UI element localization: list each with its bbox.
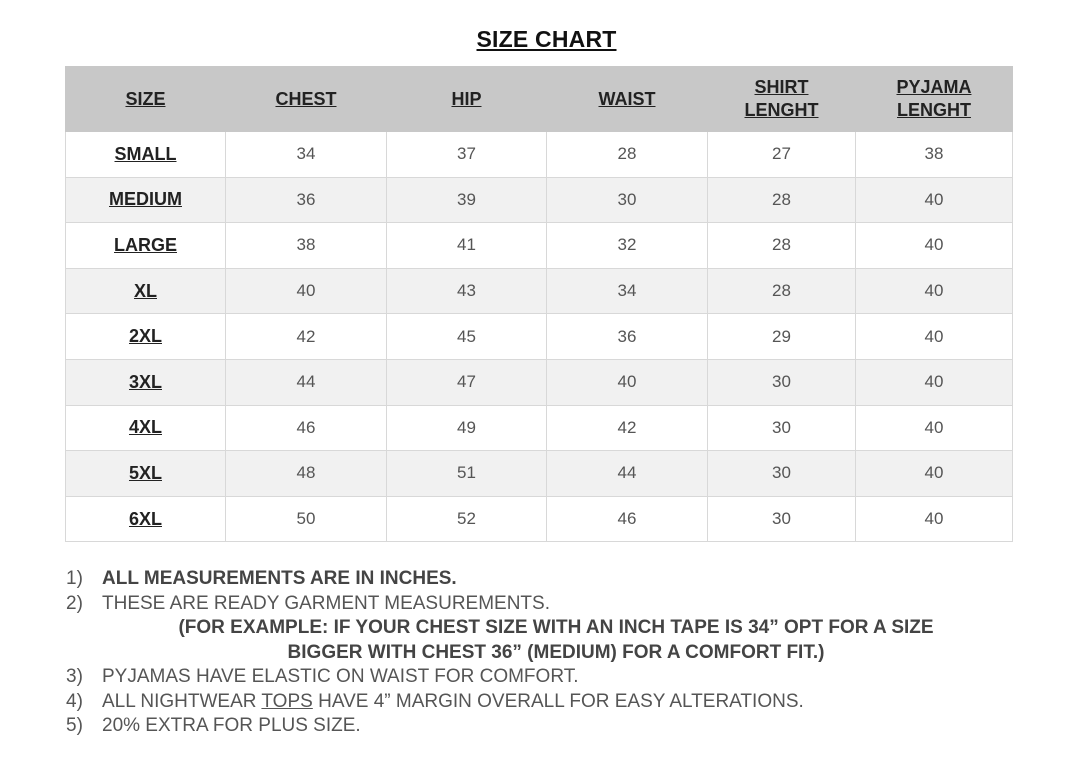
- measurement-cell: 30: [708, 405, 856, 451]
- note-text-part: ALL NIGHTWEAR: [102, 690, 262, 712]
- size-label-cell: 3XL: [66, 359, 226, 405]
- table-body: [66, 132, 1013, 542]
- column-header: SIZE: [66, 67, 226, 132]
- measurement-cell: 37: [387, 132, 547, 178]
- note-text: [102, 690, 804, 715]
- note-text: THESE ARE READY GARMENT MEASUREMENTS.: [102, 592, 550, 614]
- note-number: 5): [66, 715, 83, 736]
- table-row: [66, 451, 1013, 497]
- measurement-cell: 38: [856, 132, 1013, 178]
- table-header-row: [66, 67, 1013, 132]
- column-header: CHEST: [226, 67, 387, 132]
- size-label-cell: 4XL: [66, 405, 226, 451]
- note-number: 1): [66, 568, 83, 589]
- measurement-cell: 40: [856, 359, 1013, 405]
- measurement-cell: 40: [856, 268, 1013, 314]
- measurement-cell: 46: [547, 496, 708, 542]
- measurement-cell: 40: [856, 496, 1013, 542]
- table-row: [66, 223, 1013, 269]
- measurement-cell: 49: [387, 405, 547, 451]
- measurement-cell: 36: [547, 314, 708, 360]
- measurement-cell: 30: [547, 177, 708, 223]
- page-title: SIZE CHART: [476, 26, 617, 52]
- table-row: [66, 496, 1013, 542]
- table-row: [66, 177, 1013, 223]
- note-number: 2): [66, 592, 83, 614]
- note-text: 20% EXTRA FOR PLUS SIZE.: [102, 715, 361, 736]
- size-chart-table: [65, 66, 1013, 542]
- note-1: [66, 567, 1066, 592]
- table-row: [66, 314, 1013, 360]
- note-example-line-2: BIGGER WITH CHEST 36” (MEDIUM) FOR A COMFORT FIT.): [287, 641, 825, 663]
- measurement-cell: 40: [856, 451, 1013, 497]
- size-label-cell: SMALL: [66, 132, 226, 178]
- note-3: [66, 665, 1066, 690]
- note-number: 4): [66, 690, 83, 712]
- measurement-cell: 42: [226, 314, 387, 360]
- measurement-cell: 40: [856, 223, 1013, 269]
- measurement-cell: 40: [226, 268, 387, 314]
- column-header: HIP: [387, 67, 547, 132]
- note-number: 3): [66, 666, 83, 687]
- measurement-cell: 34: [226, 132, 387, 178]
- measurement-cell: 38: [226, 223, 387, 269]
- measurement-cell: 39: [387, 177, 547, 223]
- measurement-cell: 32: [547, 223, 708, 269]
- measurement-cell: 36: [226, 177, 387, 223]
- column-header: PYJAMA LENGHT: [856, 67, 1013, 132]
- measurement-cell: 48: [226, 451, 387, 497]
- measurement-cell: 28: [547, 132, 708, 178]
- measurement-cell: 43: [387, 268, 547, 314]
- note-text: ALL MEASUREMENTS ARE IN INCHES.: [102, 568, 457, 589]
- note-2: [66, 592, 1066, 617]
- measurement-cell: 30: [708, 359, 856, 405]
- measurement-cell: 51: [387, 451, 547, 497]
- measurement-cell: 45: [387, 314, 547, 360]
- table-row: [66, 268, 1013, 314]
- measurement-cell: 50: [226, 496, 387, 542]
- measurement-cell: 29: [708, 314, 856, 360]
- note-text-underlined: TOPS: [261, 690, 313, 712]
- measurement-cell: 27: [708, 132, 856, 178]
- size-label-cell: 5XL: [66, 451, 226, 497]
- measurement-cell: 46: [226, 405, 387, 451]
- measurement-cell: 34: [547, 268, 708, 314]
- size-label-cell: XL: [66, 268, 226, 314]
- measurement-cell: 52: [387, 496, 547, 542]
- measurement-cell: 40: [547, 359, 708, 405]
- measurement-cell: 30: [708, 496, 856, 542]
- note-text-part: HAVE 4” MARGIN OVERALL FOR EASY ALTERATIONS.: [312, 690, 804, 712]
- note-example-line-1: (FOR EXAMPLE: IF YOUR CHEST SIZE WITH AN INCH TAPE IS 34” OPT FOR A SIZE: [178, 617, 934, 638]
- note-5: [66, 714, 1066, 739]
- measurement-cell: 44: [226, 359, 387, 405]
- notes-section: [66, 567, 1066, 739]
- measurement-cell: 47: [387, 359, 547, 405]
- size-label-cell: 2XL: [66, 314, 226, 360]
- measurement-cell: 40: [856, 314, 1013, 360]
- measurement-cell: 28: [708, 223, 856, 269]
- measurement-cell: 41: [387, 223, 547, 269]
- size-label-cell: LARGE: [66, 223, 226, 269]
- measurement-cell: 28: [708, 177, 856, 223]
- table-row: [66, 405, 1013, 451]
- note-text: PYJAMAS HAVE ELASTIC ON WAIST FOR COMFORT.: [102, 666, 579, 687]
- measurement-cell: 40: [856, 177, 1013, 223]
- size-label-cell: 6XL: [66, 496, 226, 542]
- measurement-cell: 28: [708, 268, 856, 314]
- note-4: [66, 690, 1066, 715]
- column-header: WAIST: [547, 67, 708, 132]
- size-label-cell: MEDIUM: [66, 177, 226, 223]
- measurement-cell: 30: [708, 451, 856, 497]
- measurement-cell: 42: [547, 405, 708, 451]
- column-header: SHIRT LENGHT: [708, 67, 856, 132]
- table-row: [66, 359, 1013, 405]
- measurement-cell: 40: [856, 405, 1013, 451]
- measurement-cell: 44: [547, 451, 708, 497]
- table-row: [66, 132, 1013, 178]
